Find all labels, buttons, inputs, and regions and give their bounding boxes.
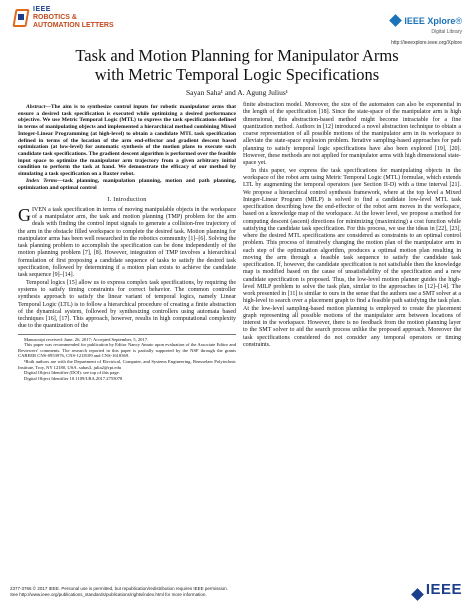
index-terms-text: —task planning, manipulation planning, motion and path planning, optimization and optimal control: [18, 178, 236, 191]
journal-logo: [12, 6, 114, 30]
xplore-name: IEEE Xplore: [404, 15, 456, 26]
body-paragraph-continued: finite abstraction model. Moreover, the size of the automaton can also be exponential in the length of the specification [18]. Since the state-space of the manipulator arm is high dimensional, this abstraction-based method might become intractable for a fine quantization method. Authors in [12] introduced a novel abstraction technique to obtain a coarse representation of all possible motions of the manipulator arm in its workspace to alleviate the state-space explosion problem. Iterative sampling-based approaches for path planning to satisfy temporal logic specifications have also been explored [19], [20]. However, these methods are not applied for manipulator arms with high dimensional state-space yet.: [243, 102, 461, 166]
intro-paragraph-2: Temporal logics [15] allow us to express complex task specifications, by requiring the systems to satisfy timing constraints for correct behavior. The common controller synthesis approach to satisfy the linear variant of temporal logics, namely Linear Temporal Logic (LTL) is to follow a hierarchical procedure of creating a finite abstraction of the dynamical system, followed by synthesizing controllers using automata based techniques [16], [17]. This approach, however, results in high computational complexity due to the quantization of the: [18, 279, 236, 330]
intro-paragraph-1: IVEN a task specification in terms of moving manipulable objects in the workspace of a manipulator arm, the task and motion planning (TMP) problem for the arm deals with finding the control input signals to generate a collision-free trajectory of the arm in the obstacle filled workspace to complete the desired task. Motion planning for manipulator arms has been well researched in the robotics community [1]–[6]. Solving the task planning problem to accomplish the specification can be done independently of the motion planning problem [7], [8]. However, integration of TMP involves a hierarchical formulation of first proposing a candidate sequence of tasks to satisfy the desired task specification, followed by determining if a motion plan exists to achieve the candidate task sequence [9]–[14].: [18, 206, 236, 279]
footnotes: [18, 334, 236, 382]
ieee-diamond-icon: [389, 14, 402, 27]
xplore-tagline: Digital Library: [431, 29, 462, 35]
footnote-affiliation: ¹Both authors are with the Department of Electrical, Computer, and Systems Engineering, Rensselaer Polytechnic Institute, Troy, NY 12180, USA. sahas3, julia2@rpi.edu: [18, 359, 236, 370]
paper-authors: Sayan Saha¹ and A. Agung Julius¹: [186, 88, 288, 97]
paper-title: [0, 46, 474, 84]
title-line-2: with Metric Temporal Logic Specifications: [94, 65, 380, 84]
title-line-1: Task and Motion Planning for Manipulator Arms: [75, 46, 399, 65]
footnote-doi: Digital Object Identifier 10.1109/LRA.2017.2755078: [24, 375, 123, 381]
journal-name-line1: IEEE: [33, 6, 51, 13]
footnote-received: Manuscript received: June, 26, 2017; Accepted September, 5, 2017.: [24, 336, 149, 342]
page-header: [12, 6, 462, 46]
abstract: [18, 104, 236, 178]
page-footer: [10, 581, 464, 598]
abstract-label: Abstract: [26, 104, 46, 110]
xplore-logo: [391, 12, 462, 35]
journal-name-line3: AUTOMATION LETTERS: [33, 22, 114, 29]
copyright-line: 2377-3766 © 2017 IEEE. Personal use is permitted, but republication/redistribution requires IEEE permission.: [10, 586, 228, 591]
permissions-line: See http://www.ieee.org/publications_standards/publications/rights/index.html for more information.: [10, 591, 207, 597]
xplore-mark: ®: [455, 15, 462, 26]
right-column: [243, 102, 461, 350]
footnote-doi-note: Digital Object Identifier (DOI): see top of this page.: [24, 370, 120, 376]
xplore-url[interactable]: http://ieeexplore.ieee.org/Xplore: [391, 40, 462, 46]
index-terms: [18, 178, 236, 191]
journal-name-line2: ROBOTICS &: [33, 14, 77, 21]
left-column: [18, 104, 236, 381]
index-terms-label: Index Terms: [26, 178, 58, 185]
footnote-recommended: This paper was recommended for publication by Editor Nancy Amato upon evaluation of the Associate Editor and Reviewers' comments. The research reported in this paper is partially supported by the NSF through the grants CAREER CNS-0953976, CNS-1218109 and CNS-1618369.: [18, 342, 236, 359]
abstract-text: —The aim is to synthesize control inputs for robotic manipulator arms that ensure a desired task specification is executed while optimizing a desired performance objective. We use Metric Temporal Logic (MTL) to express the task specifications defined in terms of manipulating objects and implemented a hierarchical method combining Mixed Integer-Linear Programming (at high-level) to obtain a candidate MTL task specification defined in terms of the location of the arm end-effector and gradient descent based optimization (at low-level) for automatic synthesis of the motion plans to execute such candidate task specifications. The gradient descent algorithm is performed over the feasible input space to optimize the manipulator arm trajectory from a given arbitrary initial condition to perform the task at hand. We demonstrate the efficacy of our method by simulating a task specification on a Baxter robot.: [18, 104, 236, 178]
body-paragraph-contribution: In this paper, we express the task specifications for manipulating objects in the workspace of the robot arm using Metric Temporal Logic (MTL) formulae, which extends LTL by augmenting the temporal operators (see Section II-D) with a time interval [21]. We propose a hierarchical control synthesis framework, where at the top level a Mixed Integer-Linear Program (MILP) is solved to find a candidate low-level MTL task specification describing how the end-effector of the robot arm moves in the workspace, based on a knowledge map of the workspace. At the lower level, we propose a method for computing descent (ascent) directions for minimizing (maximizing) a cost function while satisfying the candidate task specification. For this process, we use the ideas in [22], [23], where the desired MTL specifications are considered as constraints to an optimal control problem. This process of iteratively changing the motion plan of the manipulator arm in each step of the optimization algorithm, produces a optimal motion plan resulting in moving the arm through a feasible task sequence to satisfy the candidate task specification. If, however, the candidate specification is not satisfiable then the knowledge map is modified based on the cause of unsatisfiability of the specification and a new candidate specification is proposed. Thus, the low-level motion planner guides the high-level MILP problem to solve the task plan, similar to the approaches in [12]–[14]. The work presented in [11] is similar to ours in the sense that the authors use a SMT solver at a high-level to search over a placement graph to find a feasible path satisfying the task plan. At the low-level sampling-based motion planning is employed to create the placement graph representing all possible motions of the manipulator arm between locations of interest in the workspace. However, there is no feedback from the motion planning layer to the SMT solver to aid the search process unlike the proposed approach. Moreover the task specifications considered do not consider any temporal operators or timing constraints.: [243, 167, 461, 348]
section-heading-introduction: I. Introduction: [107, 196, 147, 203]
ieee-footer-logo: IEEE: [425, 581, 462, 598]
ieee-ra-logo-icon: [12, 7, 30, 29]
drop-cap: G: [18, 204, 31, 225]
